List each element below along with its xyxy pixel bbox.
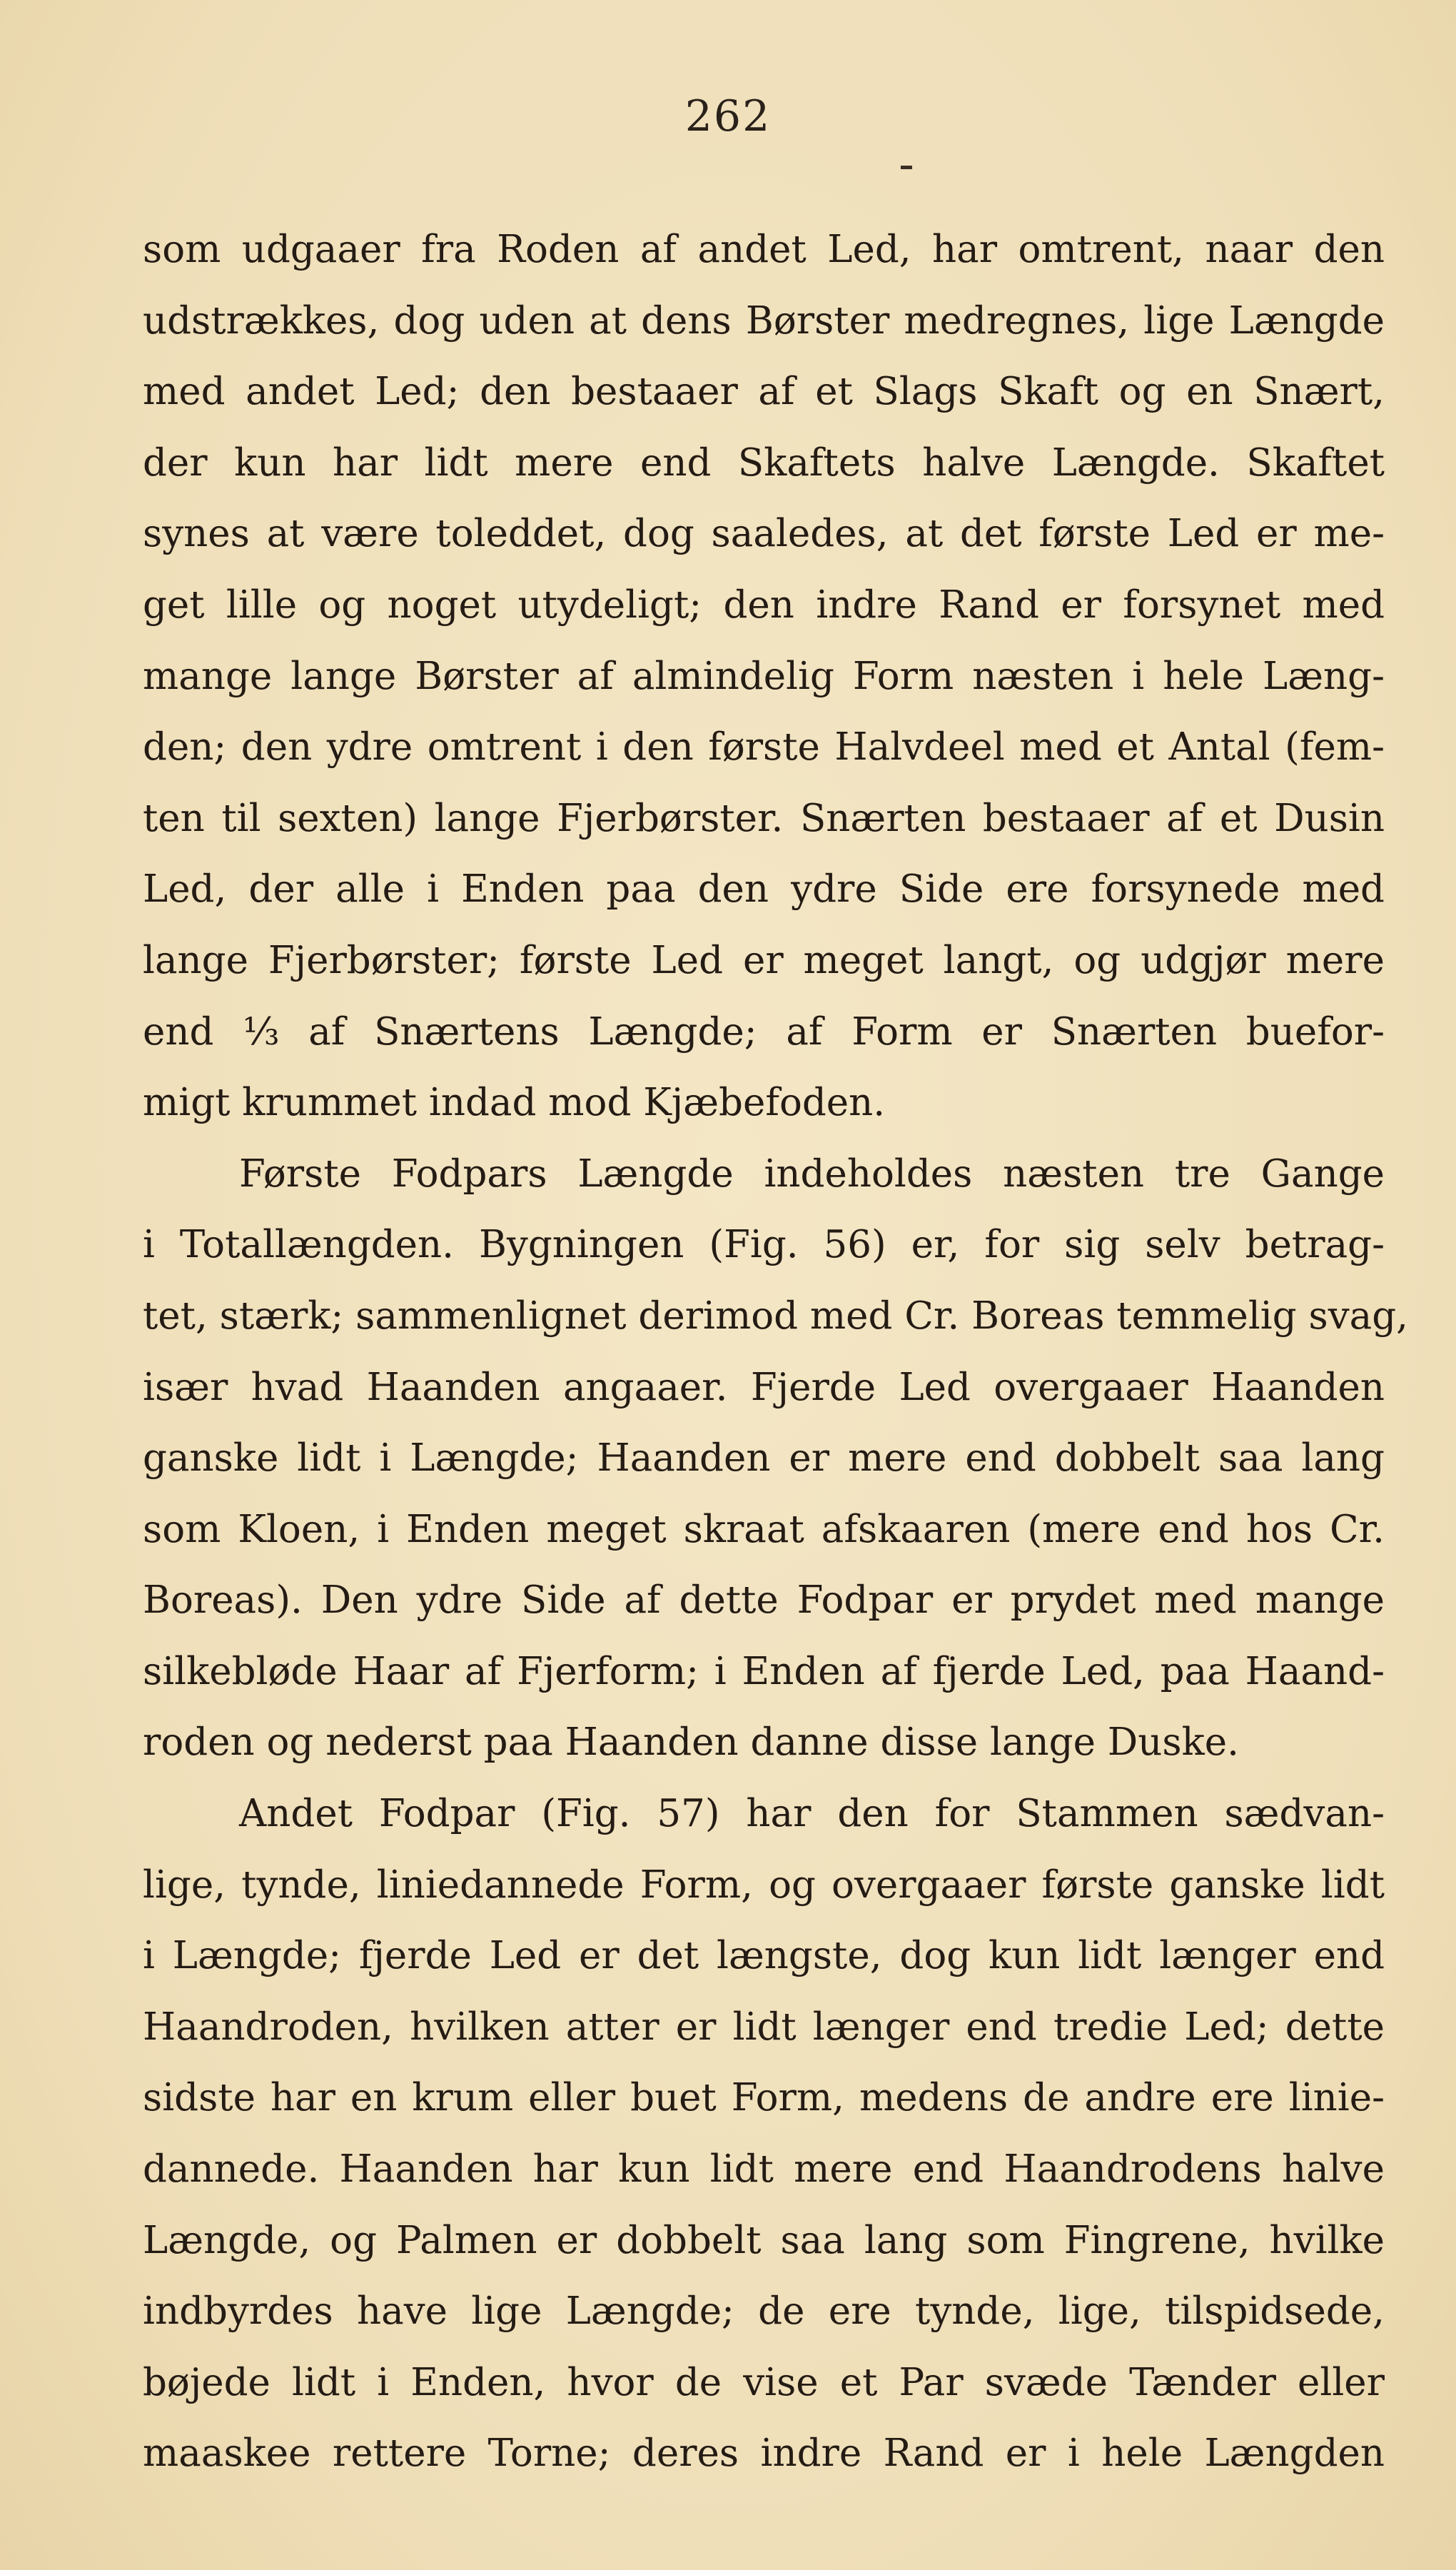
text-line: der kun har lidt mere end Skaftets halve Længde. Skaftet [143,440,1385,485]
text-line: sidste har en krum eller buet Form, medens de andre ere linie- [143,2076,1385,2120]
text-line: maaskee rettere Torne; deres indre Rand er i hele Længden [143,2432,1385,2476]
text-line: især hvad Haanden angaaer. Fjerde Led overgaaer Haanden [143,1365,1385,1409]
text-line: som Kloen, i Enden meget skraat afskaaren (mere end hos Cr. [143,1507,1385,1551]
text-line: Boreas). Den ydre Side af dette Fodpar er prydet med mange [143,1578,1385,1623]
text-line: tet, stærk; sammenlignet derimod med Cr. Boreas temmelig svag, [143,1294,1409,1338]
text-line: migt krummet indad mod Kjæbefoden. [143,1081,886,1125]
text-line: den; den ydre omtrent i den første Halvdeel med et Antal (fem- [143,725,1385,770]
text-line: mange lange Børster af almindelig Form næsten i hele Læng- [143,654,1385,698]
text-line: roden og nederst paa Haanden danne disse lange Duske. [143,1720,1239,1765]
text-line-part: end ⅓ af Snærtens Længde; af Form er Snærten buefor- [143,1009,1385,1054]
paragraph-first-line: Andet Fodpar (Fig. 57) har den for Stammen sædvan- [239,1792,1385,1836]
text-line: Led, der alle i Enden paa den ydre Side ere forsynede med [143,867,1385,912]
text-line: ganske lidt i Længde; Haanden er mere end dobbelt saa lang [143,1436,1385,1481]
text-line: i Længde; fjerde Led er det længste, dog kun lidt længer end [143,1934,1385,1978]
text-line: bøjede lidt i Enden, hvor de vise et Par svæde Tænder eller [143,2360,1385,2404]
text-line: med andet Led; den bestaaer af et Slags Skaft og en Snært, [143,370,1385,414]
text-line: i Totallængden. Bygningen (Fig. 56) er, for sig selv betrag- [143,1223,1385,1267]
text-line: silkebløde Haar af Fjerform; i Enden af fjerde Led, paa Haand- [143,1649,1385,1693]
text-line: dannede. Haanden har kun lidt mere end Haandrodens halve [143,2147,1385,2192]
text-line: ten til sexten) lange Fjerbørster. Snærten bestaaer af et Dusin [143,796,1385,840]
text-line [143,997,1385,1068]
body-text [143,214,1409,2489]
text-line: Haandroden, hvilken atter er lidt længer end tredie Led; dette [143,2005,1385,2049]
text-line: lange Fjerbørster; første Led er meget langt, og udgjør mere [143,938,1385,982]
text-line: synes at være toleddet, dog saaledes, at det første Led er me- [143,512,1385,556]
text-line: Længde, og Palmen er dobbelt saa lang som Fingrene, hvilke [143,2218,1385,2262]
text-line: lige, tynde, liniedannede Form, og overgaaer første ganske lidt [143,1863,1385,1907]
paragraph-first-line: Første Fodpars Længde indeholdes næsten tre Gange [239,1152,1385,1196]
text-line: get lille og noget utydeligt; den indre Rand er forsynet med [143,583,1385,627]
text-line: indbyrdes have lige Længde; de ere tynde, lige, tilspidsede, [143,2289,1385,2334]
printer-mark [901,166,912,169]
text-line: som udgaaer fra Roden af andet Led, har omtrent, naar den [143,228,1385,271]
page-number: 262 [684,91,772,141]
text-line: udstrækkes, dog uden at dens Børster medregnes, lige Længde [143,298,1385,343]
